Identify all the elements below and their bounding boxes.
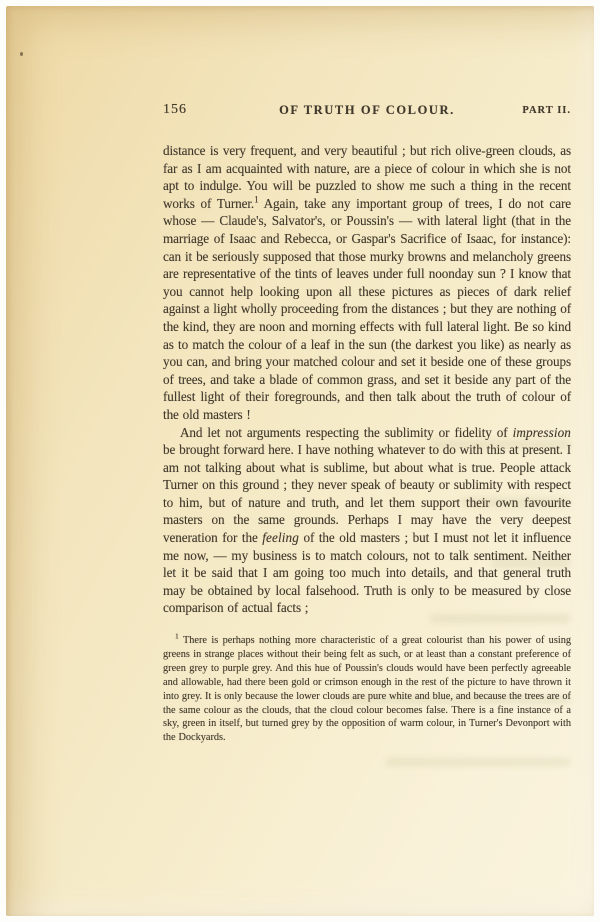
footnote-text: There is perhaps nothing more characteristic of a great colourist than his power of using greens in strange places without their being felt as such, or at least than a constant preference of green grey to purple grey. And this hue of Poussin's clouds would have been perfectly agreeable and allowable, had there been gold or crimson enough in the rest of the picture to have thrown it into grey. It is only because the lower clouds are pure white and blue, and because the trees are of the same colour as the clouds, that the cloud colour becomes false. There is a fine instance of a sky, green in itself, but turned grey by the opposition of warm colour, in Turner's Devonport with the Dockyards. — [163, 635, 571, 744]
footnote-ref: 1 — [254, 194, 259, 205]
bleed-through-smudge — [386, 758, 570, 766]
footnote — [163, 631, 571, 745]
paragraph-2-text: be brought forward here. I have nothing whatever to do with this at present. I am not talking about what is sublime, but about what is true. People attack Turner on this ground ; they never speak of beauty or sublimity with respect to him, but of nature and truth, and let them support their own favourite masters on the same grounds. Perhaps I may have the very deepest veneration for the — [163, 442, 571, 546]
book-page — [6, 6, 594, 916]
footnote-paragraph — [163, 631, 571, 745]
page-number: 156 — [163, 102, 187, 117]
page-content — [163, 102, 571, 745]
paragraph-1-text: Again, take any important group of trees, I do not care whose — Claude's, Salvator's, or Poussin's — with lateral light (that in the marriage of Isaac and Rebecca, or Gaspar's Sacrifice of Isaac, for instance): can it be seriously supposed that those murky browns and melancholy greens are representative of the tints of leaves under full noonday sun ? I know that you cannot help looking upon all these pictures as pieces of dark relief against a light wholly proceeding from the distances ; but they are nothing of the kind, they are noon and morning effects with full lateral light. Be so kind as to match the colour of a leaf in the sun (the darkest you like) as nearly as you can, and bring your matched colour and set it beside one of these groups of trees, and take a blade of common grass, and set it beside any part of the fullest light of their foregrounds, and then talk about the truth of colour of the old masters ! — [163, 195, 571, 422]
dust-speck — [20, 52, 23, 56]
body-text — [163, 142, 571, 617]
running-head — [163, 102, 571, 118]
italic-word-feeling: feeling — [262, 530, 299, 546]
paragraph-2-text: And let not arguments respecting the sublimity or fidelity of — [180, 424, 513, 440]
paragraph-2 — [163, 424, 571, 618]
paragraph-1 — [163, 142, 571, 424]
running-title: OF TRUTH OF COLOUR. — [279, 103, 455, 117]
paragraph-1-text: distance is very frequent, and very beautiful ; but rich olive-green clouds, as far as I am acquainted with nature, are a piece of colour in which she is not apt to indulge. You will be puzzled to show me such a thing in the recent works of Turner. — [163, 143, 571, 211]
paragraph-2-text: of the old masters ; but I must not let it influence me now, — my business is to match colours, not to talk sentiment. Neither let it be said that I am going too much into details, and that general truth may be obtained by local falsehood. Truth is only to be measured by close comparison of actual facts ; — [163, 530, 571, 616]
footnote-marker: 1 — [175, 631, 179, 641]
part-label: PART II. — [522, 105, 571, 116]
italic-word-impression: impression — [512, 424, 571, 440]
